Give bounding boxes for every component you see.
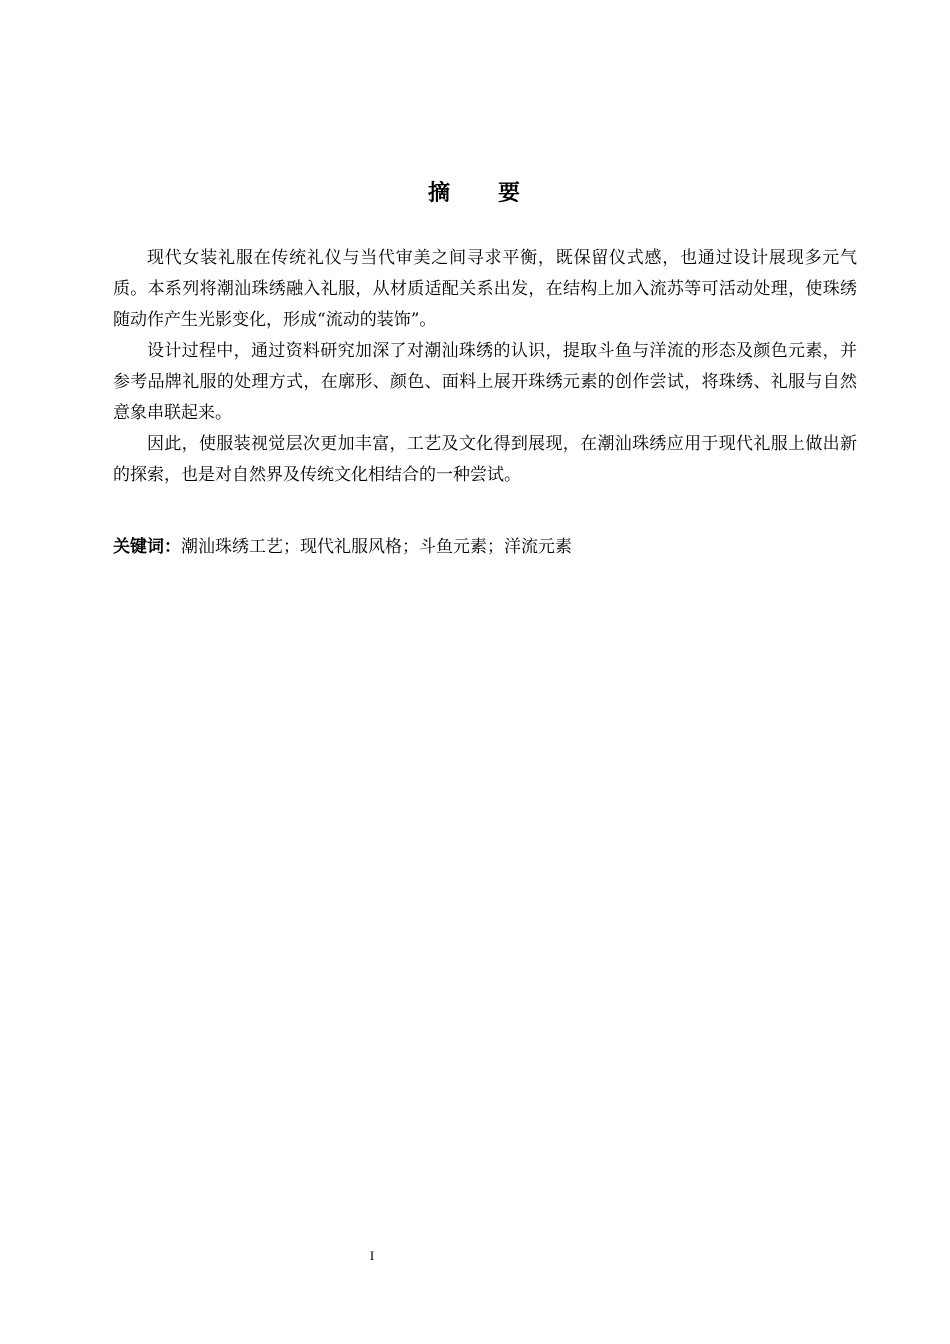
abstract-body: [113, 243, 857, 491]
abstract-title-char-2: 要: [498, 181, 523, 206]
abstract-title: [0, 178, 950, 210]
abstract-paragraph-3: 因此，使服装视觉层次更加丰富，工艺及文化得到展现，在潮汕珠绣应用于现代礼服上做出新的探索，也是对自然界及传统文化相结合的一种尝试。: [113, 434, 857, 485]
abstract-paragraph-1: 现代女装礼服在传统礼仪与当代审美之间寻求平衡，既保留仪式感，也通过设计展现多元气质。本系列将潮汕珠绣融入礼服，从材质适配关系出发，在结构上加入流苏等可活动处理，使珠绣随动作产生光影变化，形成“流动的装饰”。: [113, 248, 857, 330]
abstract-paragraph-2: 设计过程中，通过资料研究加深了对潮汕珠绣的认识，提取斗鱼与洋流的形态及颜色元素，并参考品牌礼服的处理方式，在廓形、颜色、面料上展开珠绣元素的创作尝试，将珠绣、礼服与自然意象串联起来。: [113, 341, 857, 423]
abstract-title-char-1: 摘: [427, 181, 452, 206]
keywords-label: 关键词：: [113, 537, 181, 557]
keywords-text: 潮汕珠绣工艺；现代礼服风格；斗鱼元素；洋流元素: [181, 537, 572, 557]
page-number: I: [369, 1248, 375, 1263]
keywords-line: [113, 532, 857, 563]
